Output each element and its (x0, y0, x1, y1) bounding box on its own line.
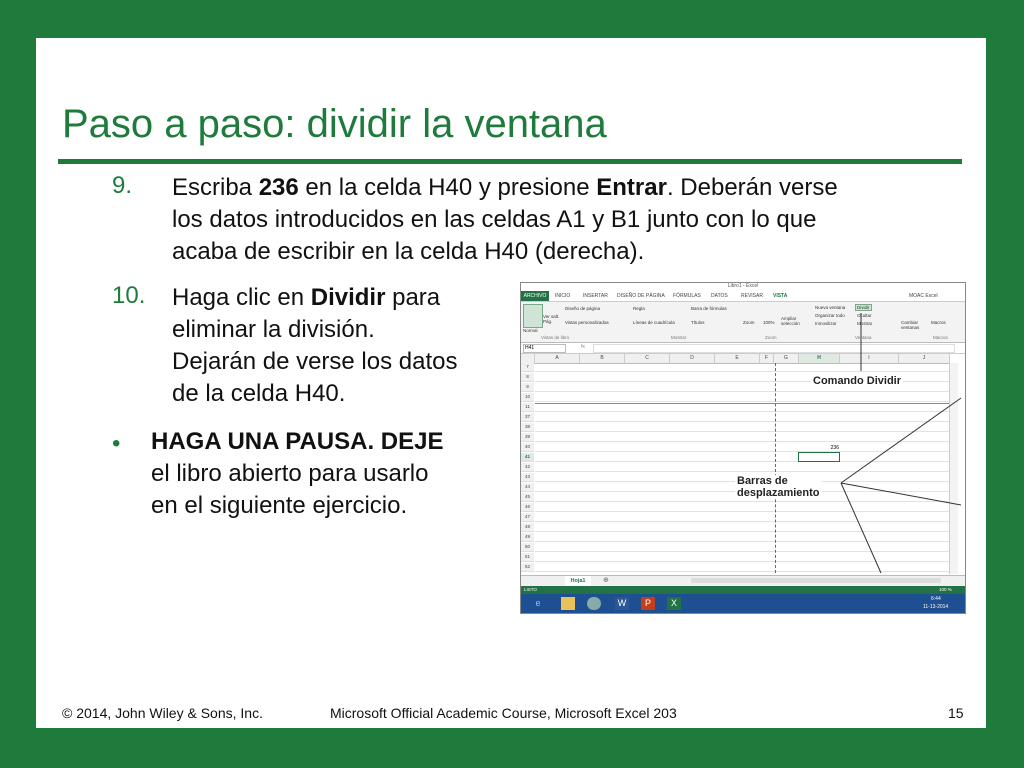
col-header-i[interactable]: I (840, 354, 899, 364)
col-header-d[interactable]: D (670, 354, 715, 364)
row-header[interactable]: 49 (521, 533, 534, 542)
gridlines-checkbox[interactable]: Líneas de cuadrícula (633, 320, 675, 325)
zoom-level[interactable]: 100 % (939, 587, 952, 592)
ie-icon[interactable]: e (535, 598, 541, 608)
pause-line2: el libro abierto para usarlo (151, 460, 429, 487)
slide (36, 38, 986, 728)
col-header-h[interactable]: H (799, 354, 840, 364)
row-header[interactable]: 39 (521, 433, 534, 442)
row-header[interactable]: 44 (521, 483, 534, 492)
step-10-line4: de la celda H40. (172, 380, 346, 407)
row-header[interactable]: 40 (521, 443, 534, 452)
sheet-tab-hoja1[interactable]: Hoja1 (565, 576, 591, 586)
page-break-label[interactable]: Ver salt. Pág. (543, 314, 560, 324)
zoom-100-button[interactable]: 100% (763, 320, 775, 325)
footer-course: Microsoft Official Academic Course, Microsoft Excel 203 (330, 705, 677, 721)
tab-formulas[interactable]: FÓRMULAS (673, 293, 701, 299)
slide-title: Paso a paso: dividir la ventana (62, 102, 607, 146)
step-10-number: 10. (112, 282, 146, 309)
show-button[interactable]: Mostrar (857, 321, 873, 326)
row-header[interactable]: 9 (521, 383, 534, 392)
tab-datos[interactable]: DATOS (711, 293, 728, 299)
tab-vista[interactable]: VISTA (773, 293, 788, 299)
tab-inicio[interactable]: INICIO (555, 293, 571, 299)
clock-time: 6:44 (931, 596, 941, 602)
tab-revisar[interactable]: REVISAR (741, 293, 763, 299)
row-header[interactable]: 10 (521, 393, 534, 402)
new-window-button[interactable]: Nueva ventana (815, 305, 846, 310)
group-macros-label: Macros (933, 335, 948, 340)
row-header[interactable]: 52 (521, 563, 534, 572)
row-header[interactable]: 38 (521, 423, 534, 432)
add-sheet-icon[interactable]: ⊕ (603, 577, 609, 584)
step-10-line1: Haga clic en Dividir para (172, 284, 441, 311)
annotation-barras: Barras de desplazamiento (737, 475, 820, 499)
page-layout-label[interactable]: Diseño de página (565, 306, 601, 311)
col-header-a[interactable]: A (535, 354, 580, 364)
bullet-marker: • (112, 430, 121, 457)
row-header[interactable]: 43 (521, 473, 534, 482)
excel-icon[interactable]: X (667, 597, 681, 610)
row-header[interactable]: 8 (521, 373, 534, 382)
excel-screenshot (520, 282, 966, 614)
window-title: Libro1 - Excel (521, 283, 965, 291)
pause-line1: HAGA UNA PAUSA. DEJE (151, 428, 444, 455)
row-header[interactable]: 37 (521, 413, 534, 422)
pause-line3: en el siguiente ejercicio. (151, 492, 408, 519)
row-header[interactable]: 41 (521, 453, 534, 462)
tab-diseno[interactable]: DISEÑO DE PÁGINA (617, 293, 665, 299)
row-header[interactable]: 46 (521, 503, 534, 512)
step-10-line3: Dejarán de verse los datos (172, 348, 458, 375)
footer-page-number: 15 (948, 705, 964, 721)
custom-views-label[interactable]: Vistas personalizadas (565, 320, 609, 325)
group-ventana-label: Ventana (855, 335, 872, 340)
macros-button[interactable]: Macros (931, 320, 946, 325)
group-mostrar-label: Mostrar (671, 335, 687, 340)
freeze-panes-button[interactable]: Inmovilizar (815, 321, 837, 326)
zoom-selection-button[interactable]: Ampliar selección (781, 316, 800, 326)
clock-date: 11-13-2014 (923, 604, 949, 610)
ruler-checkbox[interactable]: Regla (633, 306, 645, 311)
pause-text (151, 426, 511, 522)
row-header[interactable]: 11 (521, 403, 534, 412)
step-10-line2: eliminar la división. (172, 316, 375, 343)
row-header[interactable]: 48 (521, 523, 534, 532)
footer-copyright: © 2014, John Wiley & Sons, Inc. (62, 705, 263, 721)
step-10-text (172, 282, 512, 410)
col-header-f[interactable]: F (760, 354, 774, 364)
group-vistas-label: Vistas de libro (541, 335, 570, 340)
zoom-button[interactable]: Zoom (743, 320, 755, 325)
col-header-e[interactable]: E (715, 354, 760, 364)
group-zoom-label: Zoom (765, 335, 777, 340)
step-9-text (172, 172, 972, 268)
hide-button[interactable]: Ocultar (857, 313, 872, 318)
switch-windows-button[interactable]: Cambiar ventanas (901, 320, 920, 330)
cell-h40[interactable]: 236 (830, 445, 839, 451)
formula-bar-checkbox[interactable]: Barra de fórmulas (691, 306, 727, 311)
col-header-c[interactable]: C (625, 354, 670, 364)
col-header-j[interactable]: J (899, 354, 950, 364)
row-header[interactable]: 45 (521, 493, 534, 502)
row-header[interactable]: 50 (521, 543, 534, 552)
arrange-all-button[interactable]: Organizar todo (815, 313, 845, 318)
tab-insertar[interactable]: INSERTAR (583, 293, 608, 299)
powerpoint-icon[interactable]: P (641, 597, 655, 610)
step-9-number: 9. (112, 172, 133, 199)
row-header[interactable]: 47 (521, 513, 534, 522)
account-name: MOAC Excel (909, 293, 938, 299)
name-box[interactable]: H41 (523, 344, 566, 353)
title-underline (58, 159, 962, 164)
step-9-line2: los datos introducidos en las celdas A1 y B1 junto con lo que (172, 206, 817, 233)
fx-icon: fx (581, 344, 585, 350)
row-header[interactable]: 7 (521, 363, 534, 372)
split-button[interactable]: Dividir (857, 305, 870, 310)
col-header-b[interactable]: B (580, 354, 625, 364)
status-text: LISTO (524, 587, 537, 592)
callout-lines (521, 283, 965, 613)
word-icon[interactable]: W (615, 597, 629, 610)
annotation-comando-dividir: Comando Dividir (813, 375, 902, 387)
step-9-line3: acaba de escribir en la celda H40 (derecha). (172, 238, 645, 265)
tab-archivo[interactable]: ARCHIVO (521, 291, 549, 301)
headings-checkbox[interactable]: Títulos (691, 320, 705, 325)
row-header[interactable]: 42 (521, 463, 534, 472)
row-header[interactable]: 51 (521, 553, 534, 562)
normal-label: Normal (523, 328, 538, 333)
step-9-line1: Escriba 236 en la celda H40 y presione Entrar. Deberán verse (172, 174, 838, 201)
col-header-g[interactable]: G (774, 354, 799, 364)
